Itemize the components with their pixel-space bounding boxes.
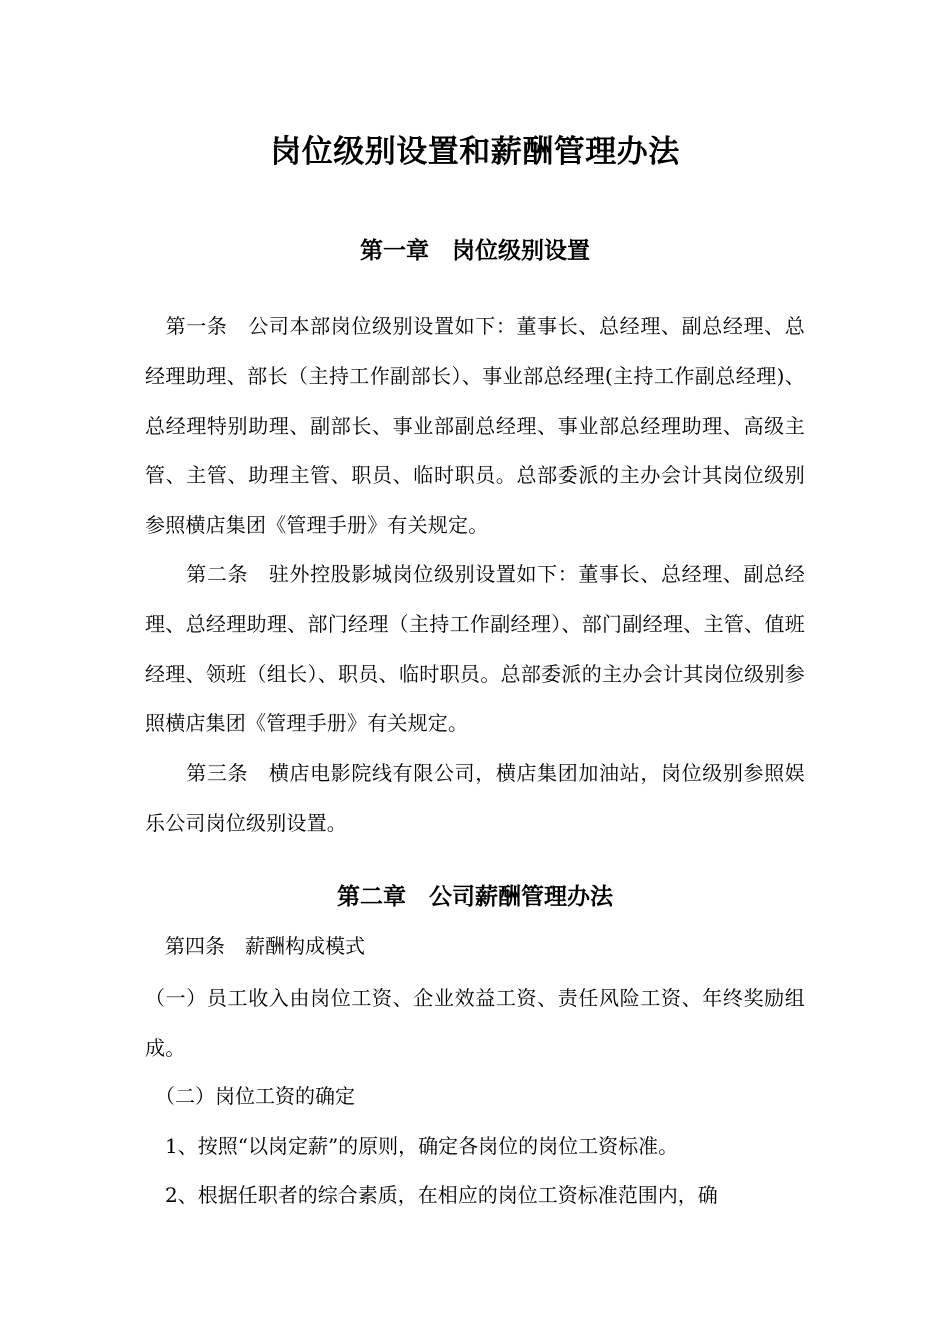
point-1-text: 1、按照“以岗定薪”的原则，确定各岗位的岗位工资标准。 (145, 1134, 679, 1158)
item-2-heading: （二）岗位工资的确定 (145, 1084, 355, 1108)
item-1-paragraph: （一）员工收入由岗位工资、企业效益工资、责任风险工资、年终奖励组成。 (145, 986, 805, 1060)
article-2-paragraph: 第二条 驻外控股影城岗位级别设置如下：董事长、总经理、副总经理、总经理助理、部门经理（主持工作副经理）、部门副经理、主管、值班经理、领班（组长）、职员、临时职员。总部委派的主办会计其岗位级别参照横店集团《管理手册》有关规定。 (145, 562, 805, 736)
article-4-heading: 第四条 薪酬构成模式 (145, 934, 365, 958)
chapter-1-heading: 第一章 岗位级别设置 (360, 238, 590, 264)
point-2-text: 2、根据任职者的综合素质，在相应的岗位工资标准范围内，确 (145, 1183, 718, 1207)
article-3-paragraph: 第三条 横店电影院线有限公司，横店集团加油站，岗位级别参照娱乐公司岗位级别设置。 (145, 761, 805, 835)
document-title: 岗位级别设置和薪酬管理办法 (270, 134, 680, 170)
article-1-paragraph: 第一条 公司本部岗位级别设置如下：董事长、总经理、副总经理、总经理助理、部长（主持工作副部长）、事业部总经理(主持工作副总经理)、总经理特别助理、副部长、事业部副总经理、事业部总经理助理、高级主管、主管、助理主管、职员、临时职员。总部委派的主办会计其岗位级别参照横店集团《管理手册》有关规定。 (145, 314, 805, 538)
chapter-2-heading: 第二章 公司薪酬管理办法 (337, 884, 613, 910)
